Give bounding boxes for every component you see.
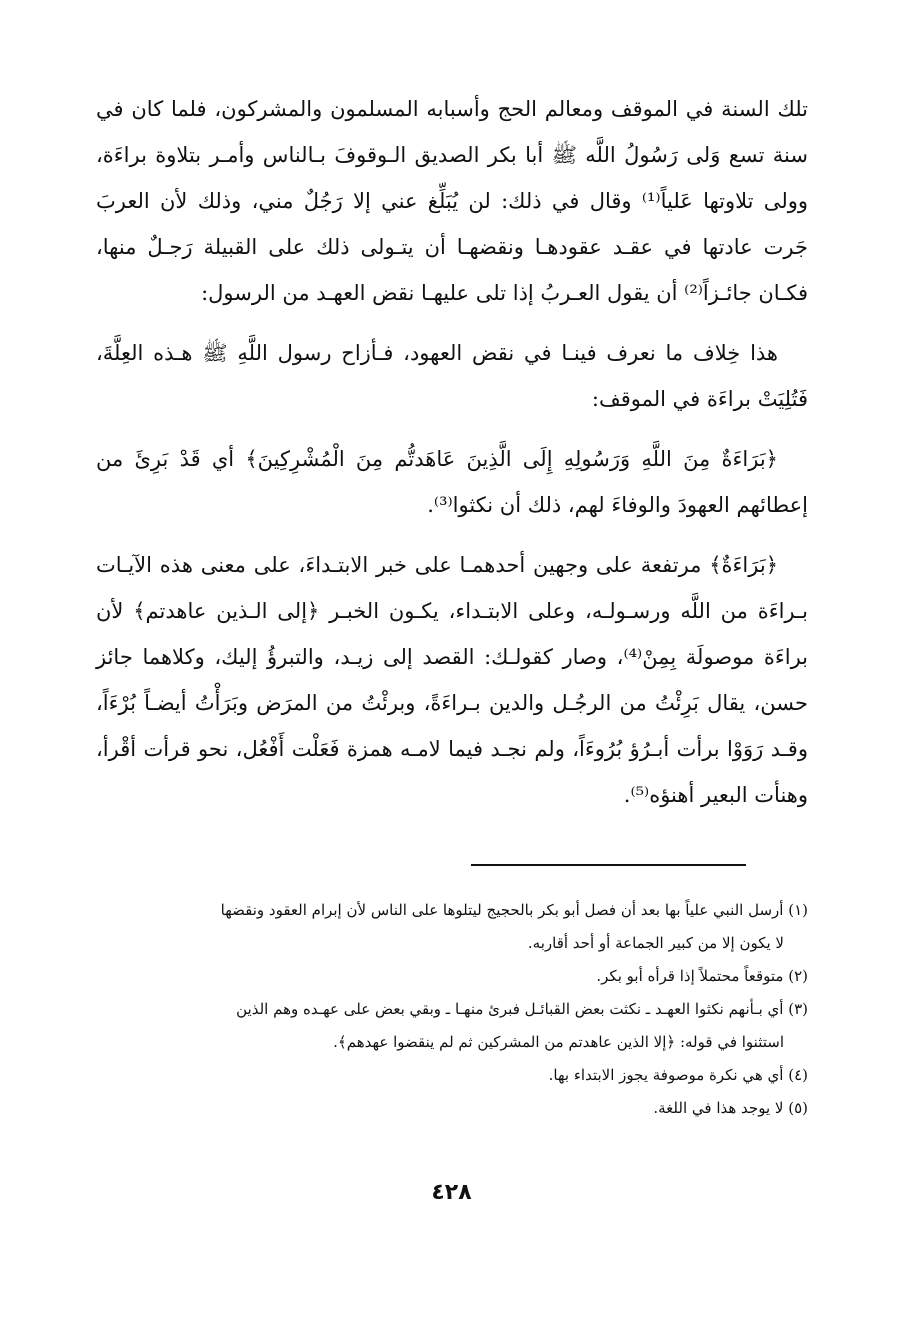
footnote-4 bbox=[96, 1059, 808, 1092]
footnote-1 bbox=[96, 894, 808, 960]
paragraph-1: تلك السنة في الموقف ومعالم الحج وأسبابه المسلمون والمشركون، فلما كان في سنة تسع وَلى رَسُولُ اللَّه ﷺ أبا بكر الصديق الـوقوفَ بـالناس وأمـر بتلاوة براءَة، وولى تلاوتها عَلياً⁽¹⁾ وقال في ذلك: لن يُبَلِّغ عني إلا رَجُلٌ مني، وذلك لأن العربَ جَرت عادتها في عقـد عقودهـا ونقضهـا أن يتـولى ذلك على القبيلة رَجـلٌ منها، فكـان جائـزاً⁽²⁾ أن يقول العـربُ إذا تلى عليهـا نقض العهـد من الرسول: bbox=[96, 97, 808, 305]
footnote-3-text: (٣) أي بـأنهم نكثوا العهـد ـ نكثت بعض القبائـل فبرئ منهـا ـ وبقي بعض على عهـده وهم الذين bbox=[236, 1000, 808, 1018]
footnote-5-text: (٥) لا يوجد هذا في اللغة. bbox=[653, 1099, 808, 1117]
footnote-separator bbox=[471, 864, 746, 866]
footnote-3-continuation: استثنوا في قوله: ﴿إلا الذين عاهدتم من المشركين ثم لم ينقضوا عهدهم﴾. bbox=[333, 1033, 784, 1051]
paragraph-3: ﴿بَرَاءَةٌ مِنَ اللَّهِ وَرَسُولِهِ إِلَى الَّذِينَ عَاهَدتُّم مِنَ الْمُشْرِكِينَ﴾ أي قَدْ بَرِئَ من إعطائهم العهودَ والوفاءَ لهم، ذلك أن نكثوا⁽³⁾. bbox=[96, 447, 808, 517]
footnote-5 bbox=[96, 1092, 808, 1125]
footnote-4-text: (٤) أي هي نكرة موصوفة يجوز الابتداء بها. bbox=[548, 1066, 808, 1084]
main-text bbox=[96, 86, 808, 818]
footnotes bbox=[96, 894, 808, 1125]
paragraph-4: ﴿بَرَاءَةٌ﴾ مرتفعة على وجهين أحدهمـا على خبر الابتـداءَ، على معنى هذه الآيـات بـراءَة من اللَّه ورسـولـه، وعلى الابتـداء، يكـون الخبـر ﴿إلى الـذين عاهدتم﴾ لأن براءَة موصولَة بِمِنْ⁽⁴⁾، وصار كقولـك: القصد إلى زيـد، والتبرؤُ إليك، وكلاهما جائز حسن، يقال بَرِئْتُ من الرجُـل والدين بـراءَةً، وبرئْتُ من المرَض وبَرَأْتُ أيضـاً بُرْءَاً، وقـد رَوَوْا برأت أبـرُؤ بُرُوءَاً، ولم نجـد فيما لامـه همزة فَعَلْت أَفْعُل، نحو قرأت أقْرأ، وهنأت البعير أهنؤه⁽⁵⁾. bbox=[96, 553, 809, 807]
footnote-1-text: (١) أرسل النبي علياً بها بعد أن فصل أبو بكر بالحجيج ليتلوها على الناس لأن إبرام العقود ونقضها bbox=[220, 901, 808, 919]
footnote-2 bbox=[96, 960, 808, 993]
page-number: ٤٢٨ bbox=[431, 1180, 472, 1205]
paragraph-2: هذا خِلاف ما نعرف فينـا في نقض العهود، فـأزاح رسول اللَّهِ ﷺ هـذه العِلَّةَ، فَتُلِيَتْ براءَة في الموقف: bbox=[96, 341, 808, 411]
footnote-2-text: (٢) متوقعاً محتملاً إذا قرأه أبو بكر. bbox=[596, 967, 808, 985]
footnote-1-continuation: لا يكون إلا من كبير الجماعة أو أحد أقاربه. bbox=[527, 934, 784, 952]
footnote-3 bbox=[96, 993, 808, 1059]
